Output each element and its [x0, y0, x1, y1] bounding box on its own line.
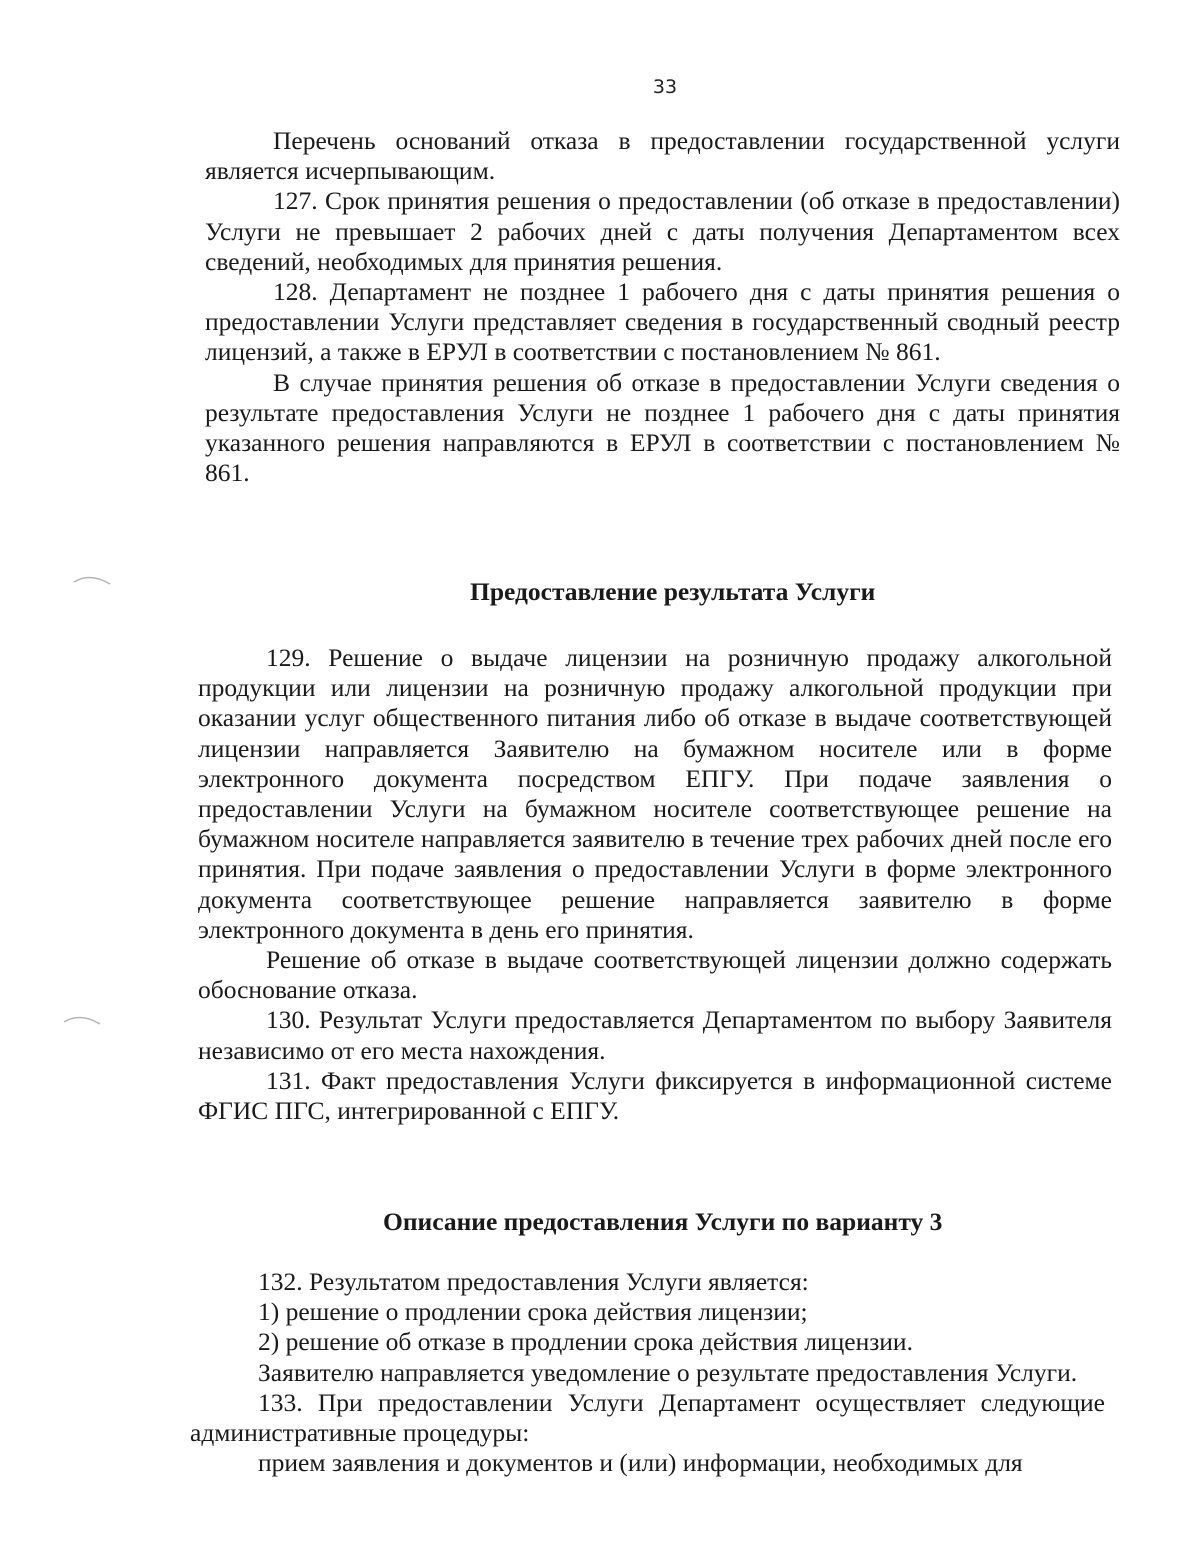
- text-section-1: [205, 126, 1120, 488]
- paragraph: Заявителю направляется уведомление о результате предоставления Услуги.: [258, 1357, 1078, 1387]
- list-item: 2) решение об отказе в продлении срока действия лицензии.: [258, 1327, 913, 1357]
- paragraph: Решение об отказе в выдаче соответствующей лицензии должно содержать обоснование отказа.: [198, 945, 1112, 1005]
- paragraph-129: 129. Решение о выдаче лицензии на розничную продажу алкогольной продукции или лицензии на розничную продажу алкогольной продукции при оказании услуг общественного питания либо об отказе в выдаче соответствующей лицензии направляется Заявителю на бумажном носителе или в форме электронного документа посредством ЕПГУ. При подаче заявления о предоставлении Услуги на бумажном носителе соответствующее решение на бумажном носителе направляется заявителю в течение трех рабочих дней после его принятия. При подаче заявления о предоставлении Услуги в форме электронного документа соответствующее решение направляется заявителю в форме электронного документа в день его принятия.: [198, 643, 1112, 944]
- text-section-3: [190, 1267, 1105, 1478]
- scan-mark-icon: [72, 572, 112, 586]
- paragraph: Перечень оснований отказа в предоставлении государственной услуги является исчерпывающим.: [205, 126, 1120, 186]
- section-heading-result: Предоставление результата Услуги: [470, 577, 876, 606]
- paragraph-132: 132. Результатом предоставления Услуги является:: [258, 1267, 809, 1296]
- section-heading-variant-3: Описание предоставления Услуги по варианту 3: [383, 1207, 943, 1236]
- list-item: 1) решение о продлении срока действия лицензии;: [258, 1297, 808, 1327]
- paragraph-133: 133. При предоставлении Услуги Департамент осуществляет следующие административные процедуры:: [190, 1387, 1105, 1448]
- paragraph: В случае принятия решения об отказе в предоставлении Услуги сведения о результате предоставления Услуги не позднее 1 рабочего дня с даты принятия указанного решения направляются в ЕРУЛ в соответствии с постановлением № 861.: [205, 367, 1120, 488]
- paragraph-130: 130. Результат Услуги предоставляется Департаментом по выбору Заявителя независимо от его места нахождения.: [198, 1005, 1112, 1065]
- page-number: 33: [652, 76, 678, 98]
- paragraph-131: 131. Факт предоставления Услуги фиксируется в информационной системе ФГИС ПГС, интегрированной с ЕПГУ.: [198, 1065, 1112, 1126]
- paragraph: прием заявления и документов и (или) информации, необходимых для: [258, 1448, 1023, 1478]
- paragraph-127: 127. Срок принятия решения о предоставлении (об отказе в предоставлении) Услуги не превышает 2 рабочих дней с даты получения Департаментом всех сведений, необходимых для принятия решения.: [205, 186, 1120, 276]
- text-section-2: [198, 643, 1112, 1126]
- scan-mark-icon: [62, 1012, 102, 1026]
- paragraph-128: 128. Департамент не позднее 1 рабочего дня с даты принятия решения о предоставлении Услуги представляет сведения в государственный сводный реестр лицензий, а также в ЕРУЛ в соответствии с постановлением № 861.: [205, 277, 1120, 367]
